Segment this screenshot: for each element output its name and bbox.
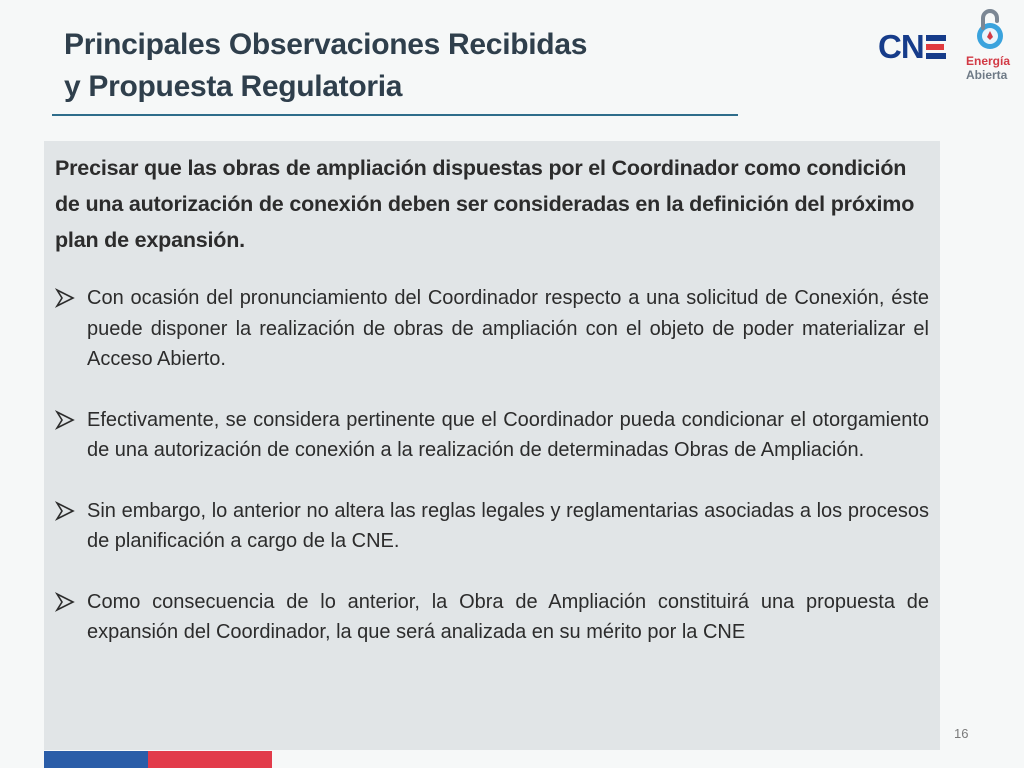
abierta-label: Abierta: [966, 68, 1008, 82]
list-item: [55, 496, 929, 557]
page-title: [64, 24, 587, 108]
bullet-text: Sin embargo, lo anterior no altera las reglas legales y reglamentarias asociadas a los procesos de planificación a cargo de la CNE.: [87, 499, 929, 552]
cne-logo: [878, 28, 948, 64]
list-item: [55, 405, 929, 466]
arrowhead-bullet-icon: [55, 288, 75, 308]
lead-statement: Precisar que las obras de ampliación dispuestas por el Coordinador como condición de una autorización de conexión deben ser consideradas en la definición del próximo plan de expansión.: [55, 156, 915, 252]
page-title-line-2: y Propuesta Regulatoria: [64, 70, 403, 103]
energia-label: Energía: [966, 54, 1011, 68]
title-underline: [52, 114, 738, 116]
page-number: 16: [954, 726, 969, 741]
bullet-text: Efectivamente, se considera pertinente que el Coordinador pueda condicionar el otorgamiento de una autorización de conexión a la realización de determinadas Obras de Ampliación.: [87, 408, 929, 461]
cne-logo-mark: [878, 28, 948, 64]
list-item: [55, 283, 929, 375]
bullet-text: Como consecuencia de lo anterior, la Obra de Ampliación constituirá una propuesta de expansión del Coordinador, la que será analizada en su mérito por la CNE: [87, 590, 929, 643]
footer-flag-blue: [44, 751, 148, 768]
energia-abierta-logo-text: [966, 54, 1010, 82]
arrowhead-bullet-icon: [55, 410, 75, 430]
arrowhead-bullet-icon: [55, 501, 75, 521]
list-item: [55, 587, 929, 648]
bullet-text: Con ocasión del pronunciamiento del Coordinador respecto a una solicitud de Conexión, éste puede disponer la realización de obras de ampliación con el objeto de poder materializar el Acceso Abierto.: [87, 287, 929, 370]
svg-text:CN: CN: [878, 28, 924, 64]
arrowhead-bullet-icon: [55, 592, 75, 612]
page-title-line-1: Principales Observaciones Recibidas: [64, 28, 588, 61]
bullet-list: [55, 283, 929, 678]
footer-flag-red: [148, 751, 272, 768]
